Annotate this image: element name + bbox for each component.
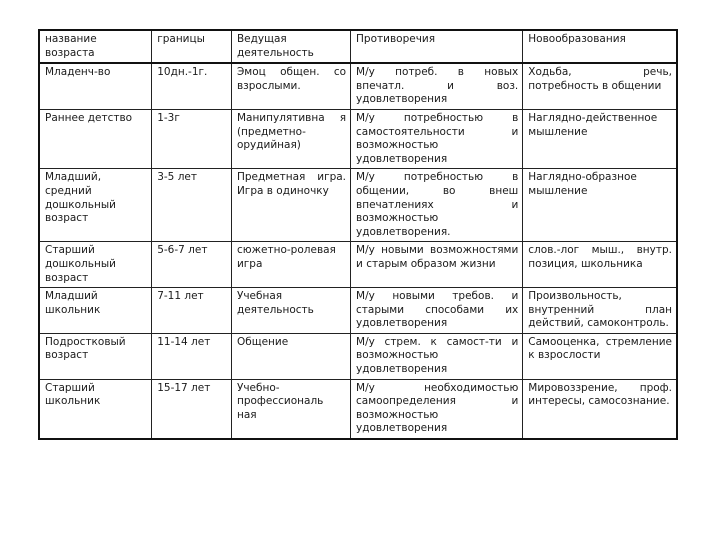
contradictions-cell: М/у потребностью в самостоятельности и возможностью удовлетворения [351, 109, 523, 168]
age-cell: Подростковый возраст [39, 333, 152, 379]
header-contradictions: Противоречия [351, 30, 523, 63]
activity-cell: Манипулятивна я (предметно-орудийная) [231, 109, 350, 168]
neoformations-cell: Мировоззрение, проф. интересы, самосознание. [523, 379, 677, 439]
age-cell: Младший, средний дошкольный возраст [39, 169, 152, 242]
age-cell: Раннее детство [39, 109, 152, 168]
header-activity: Ведущая деятельность [231, 30, 350, 63]
table-row [39, 288, 677, 334]
bounds-cell: 5-6-7 лет [152, 242, 232, 288]
header-bounds: границы [152, 30, 232, 63]
table-row [39, 169, 677, 242]
table-row [39, 333, 677, 379]
activity-cell: Учебная деятельность [231, 288, 350, 334]
contradictions-cell: М/у потребностью в общении, во внеш впечатлениях и возможностью удовлетворения. [351, 169, 523, 242]
age-cell: Младенч-во [39, 63, 152, 109]
contradictions-cell: М/у новыми требов. и старыми способами их удовлетворения [351, 288, 523, 334]
header-neoformations: Новообразования [523, 30, 677, 63]
bounds-cell: 11-14 лет [152, 333, 232, 379]
contradictions-cell: М/у новыми возможностями и старым образом жизни [351, 242, 523, 288]
bounds-cell: 10дн.-1г. [152, 63, 232, 109]
neoformations-cell: Ходьба, речь, потребность в общении [523, 63, 677, 109]
contradictions-cell: М/у потреб. в новых впечатл. и воз. удовлетворения [351, 63, 523, 109]
neoformations-cell: Произвольность, внутренний план действий, самоконтроль. [523, 288, 677, 334]
activity-cell: Общение [231, 333, 350, 379]
neoformations-cell: Наглядно-образное мышление [523, 169, 677, 242]
header-age: название возраста [39, 30, 152, 63]
activity-cell: Предметная игра. Игра в одиночку [231, 169, 350, 242]
contradictions-cell: М/у стрем. к самост-ти и возможностью удовлетворения [351, 333, 523, 379]
neoformations-cell: Наглядно-действенное мышление [523, 109, 677, 168]
neoformations-cell: Самооценка, стремление к взрослости [523, 333, 677, 379]
table-row [39, 242, 677, 288]
activity-cell: Учебно-профессиональ ная [231, 379, 350, 439]
age-cell: Младший школьник [39, 288, 152, 334]
bounds-cell: 7-11 лет [152, 288, 232, 334]
contradictions-cell: М/у необходимостью самоопределения и возможностью удовлетворения [351, 379, 523, 439]
age-cell: Старший школьник [39, 379, 152, 439]
bounds-cell: 1-3г [152, 109, 232, 168]
header-row [39, 30, 677, 63]
bounds-cell: 15-17 лет [152, 379, 232, 439]
table-row [39, 379, 677, 439]
table-row [39, 63, 677, 109]
activity-cell: сюжетно-ролевая игра [231, 242, 350, 288]
activity-cell: Эмоц общен. со взрослыми. [231, 63, 350, 109]
bounds-cell: 3-5 лет [152, 169, 232, 242]
table-row [39, 109, 677, 168]
development-periods-table [38, 29, 678, 440]
neoformations-cell: слов.-лог мыш., внутр. позиция, школьника [523, 242, 677, 288]
age-cell: Старший дошкольный возраст [39, 242, 152, 288]
